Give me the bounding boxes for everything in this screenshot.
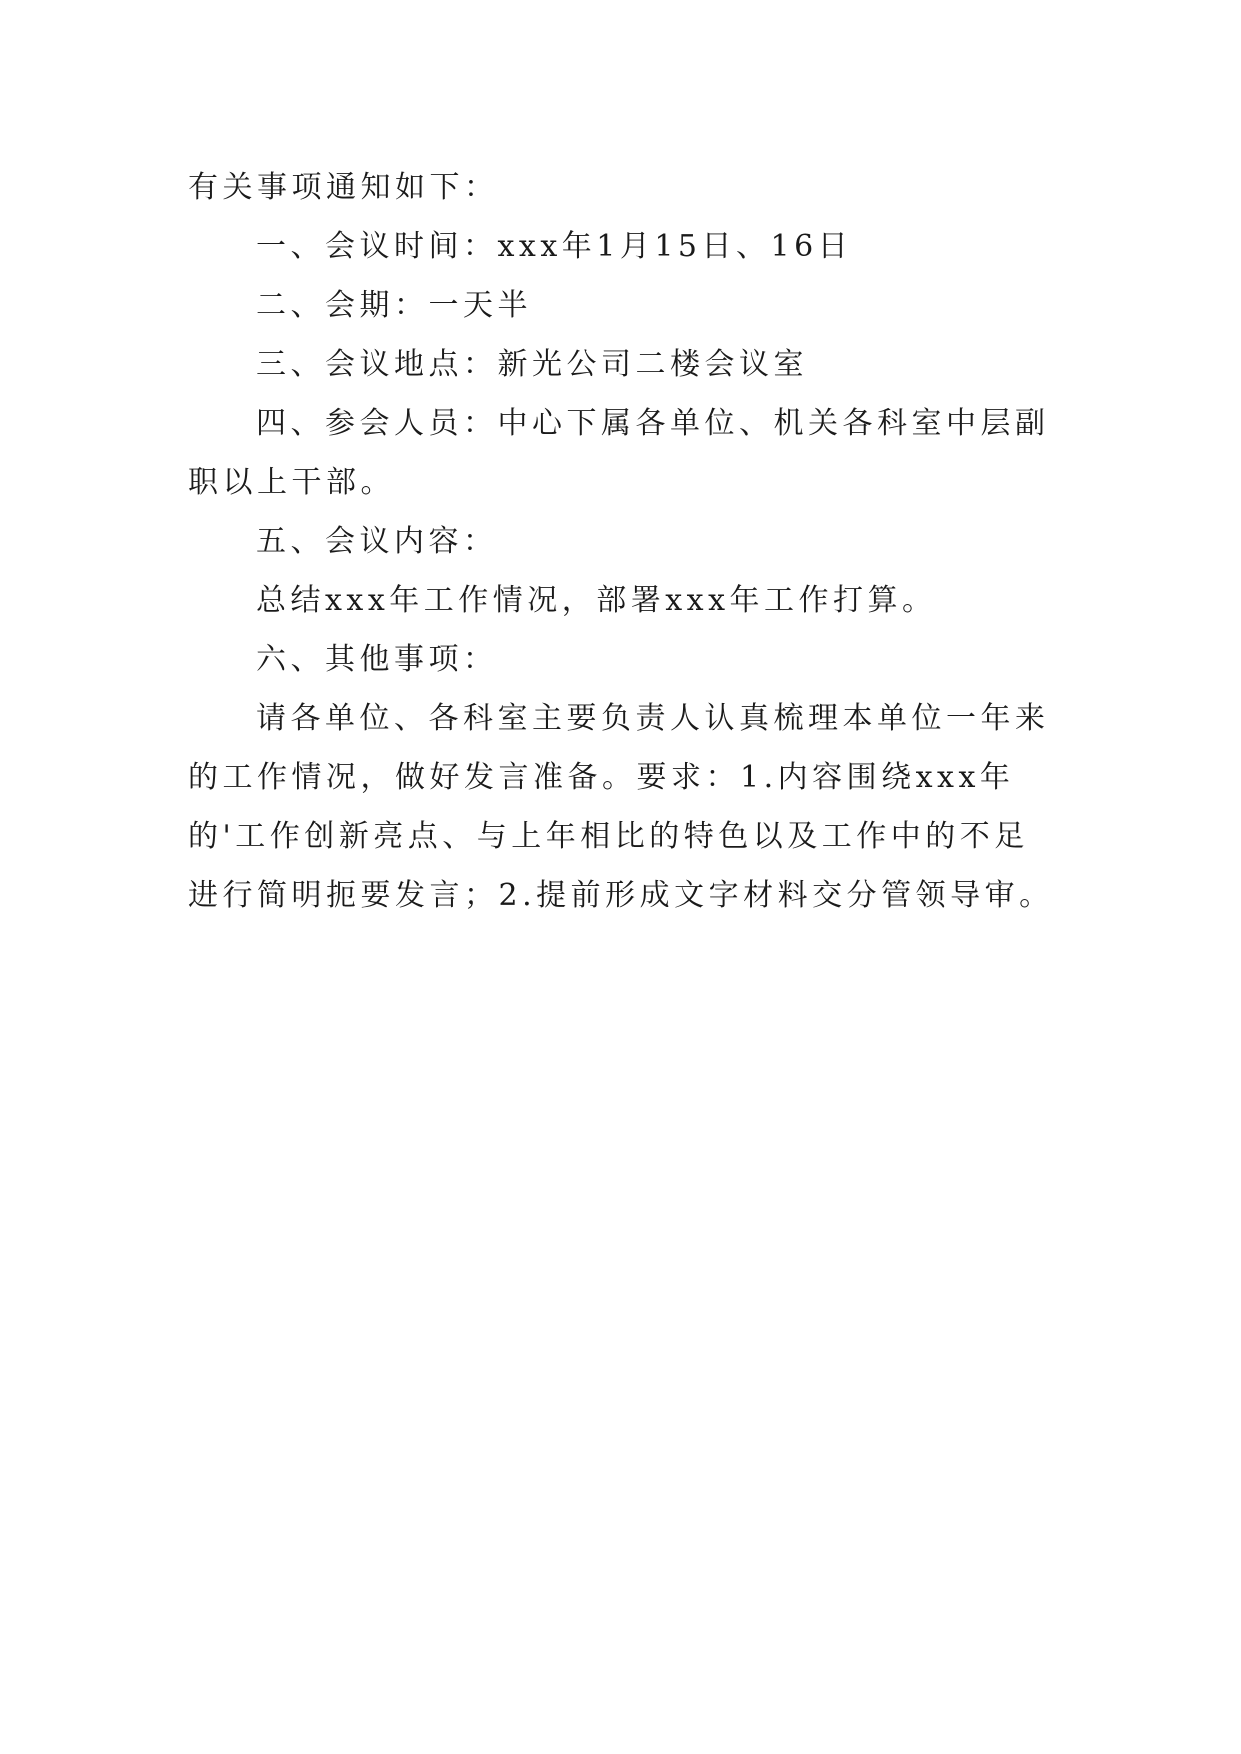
paragraph-other-heading: 六、其他事项： bbox=[256, 642, 498, 677]
paragraph-meeting-duration: 二、会期：一天半 bbox=[256, 288, 532, 323]
paragraph-other-body: 请各单位、各科室主要负责人认真梳理本单位一年来的工作情况，做好发言准备。要求：1.内容围绕xxx年的'工作创新亮点、与上年相比的特色以及工作中的不足进行简明扼要发言；2.提前形成文字材料交分管领导审。 bbox=[188, 701, 1054, 913]
paragraph-content-heading: 五、会议内容： bbox=[256, 524, 498, 559]
paragraph-meeting-time: 一、会议时间：xxx年1月15日、16日 bbox=[256, 229, 853, 264]
paragraph-meeting-location: 三、会议地点：新光公司二楼会议室 bbox=[256, 347, 808, 382]
paragraph-attendees: 四、参会人员：中心下属各单位、机关各科室中层副职以上干部。 bbox=[188, 406, 1050, 500]
document-body bbox=[188, 158, 1058, 925]
paragraph-intro: 有关事项通知如下： bbox=[188, 170, 499, 205]
paragraph-content-body: 总结xxx年工作情况，部署xxx年工作打算。 bbox=[256, 583, 937, 618]
